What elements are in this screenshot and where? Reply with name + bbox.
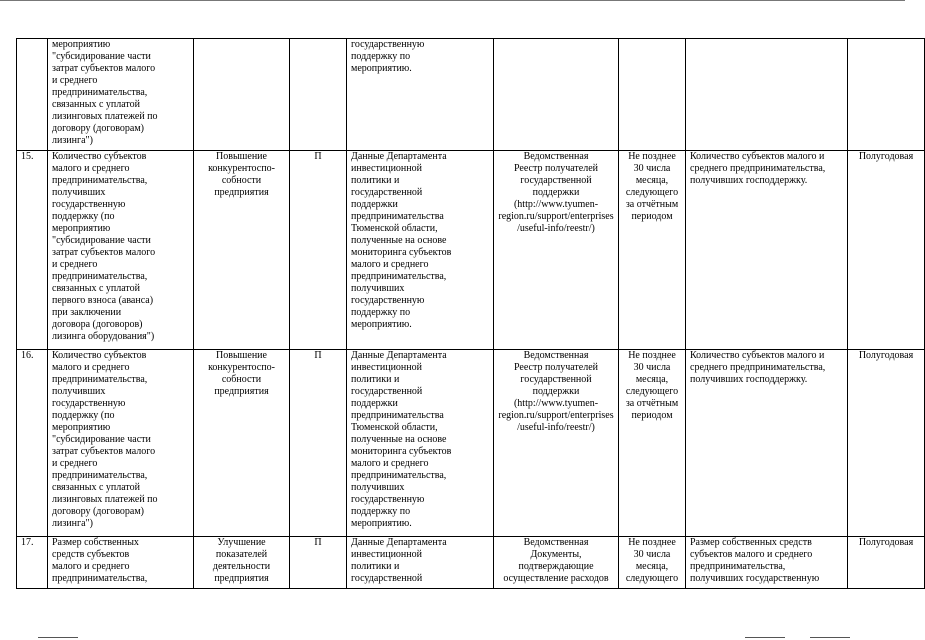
indicator-description: Размер собственных средств субъектов малого и среднего предпринимательства, получивших государственную [686,537,848,589]
table-row [17,350,925,537]
row-number [17,39,48,151]
indicator-name: Количество субъектов малого и среднего предпринимательства, получивших государственную поддержку (по мероприятию "субсидирование части затрат субъектов малого и среднего предпринимательства, связанных с уплатой первого взноса (аванса) при заключении договора (договоров) лизинга оборудования") [48,151,194,350]
table-row [17,537,925,589]
page-bottom-marks [0,637,905,639]
bottom-mark [745,637,785,638]
indicator-goal: Повышение конкурентоспо- собности предприятия [194,151,290,350]
registry-info [494,39,619,151]
indicators-table [16,38,925,589]
deadline: Не позднее 30 числа месяца, следующего [619,537,686,589]
registry-info: Ведомственная Реестр получателей государственной поддержки (http://www.tyumen- region.ru/support/enterprises /useful-info/reestr/) [494,151,619,350]
registry-info: Ведомственная Документы, подтверждающие осуществление расходов [494,537,619,589]
indicator-description: Количество субъектов малого и среднего предпринимательства, получивших господдержку. [686,151,848,350]
bottom-mark [38,637,78,638]
data-source: Данные Департамента инвестиционной политики и государственной [347,537,494,589]
deadline: Не позднее 30 числа месяца, следующего за отчётным периодом [619,350,686,537]
reporting-period: Полугодовая [848,151,925,350]
indicator-type: П [290,151,347,350]
row-number: 15. [17,151,48,350]
reporting-period: Полугодовая [848,350,925,537]
indicator-name: Количество субъектов малого и среднего предпринимательства, получивших государственную поддержку (по мероприятию "субсидирование части затрат субъектов малого и среднего предпринимательства, связанных с уплатой лизинговых платежей по договору (договорам) лизинга") [48,350,194,537]
row-number: 16. [17,350,48,537]
data-source: Данные Департамента инвестиционной политики и государственной поддержки предпринимательства Тюменской области, полученные на основе мониторинга субъектов малого и среднего предпринимательства, получивших государственную поддержку по мероприятию. [347,350,494,537]
data-source: Данные Департамента инвестиционной политики и государственной поддержки предпринимательства Тюменской области, полученные на основе мониторинга субъектов малого и среднего предпринимательства, получивших государственную поддержку по мероприятию. [347,151,494,350]
deadline: Не позднее 30 числа месяца, следующего за отчётным периодом [619,151,686,350]
indicator-description: Количество субъектов малого и среднего предпринимательства, получивших господдержку. [686,350,848,537]
data-source: государственную поддержку по мероприятию. [347,39,494,151]
indicator-type: П [290,350,347,537]
bottom-mark [810,637,850,638]
indicator-name: мероприятию "субсидирование части затрат субъектов малого и среднего предпринимательства, связанных с уплатой лизинговых платежей по договору (договорам) лизинга") [48,39,194,151]
page-top-rule [0,0,905,1]
table-row [17,151,925,350]
indicator-goal: Повышение конкурентоспо- собности предприятия [194,350,290,537]
row-number: 17. [17,537,48,589]
indicator-description [686,39,848,151]
registry-info: Ведомственная Реестр получателей государственной поддержки (http://www.tyumen- region.ru/support/enterprises /useful-info/reestr/) [494,350,619,537]
reporting-period: Полугодовая [848,537,925,589]
reporting-period [848,39,925,151]
indicator-goal [194,39,290,151]
indicator-type: П [290,537,347,589]
indicator-goal: Улучшение показателей деятельности предприятия [194,537,290,589]
deadline [619,39,686,151]
indicator-name: Размер собственных средств субъектов малого и среднего предпринимательства, [48,537,194,589]
table-row [17,39,925,151]
indicator-type [290,39,347,151]
